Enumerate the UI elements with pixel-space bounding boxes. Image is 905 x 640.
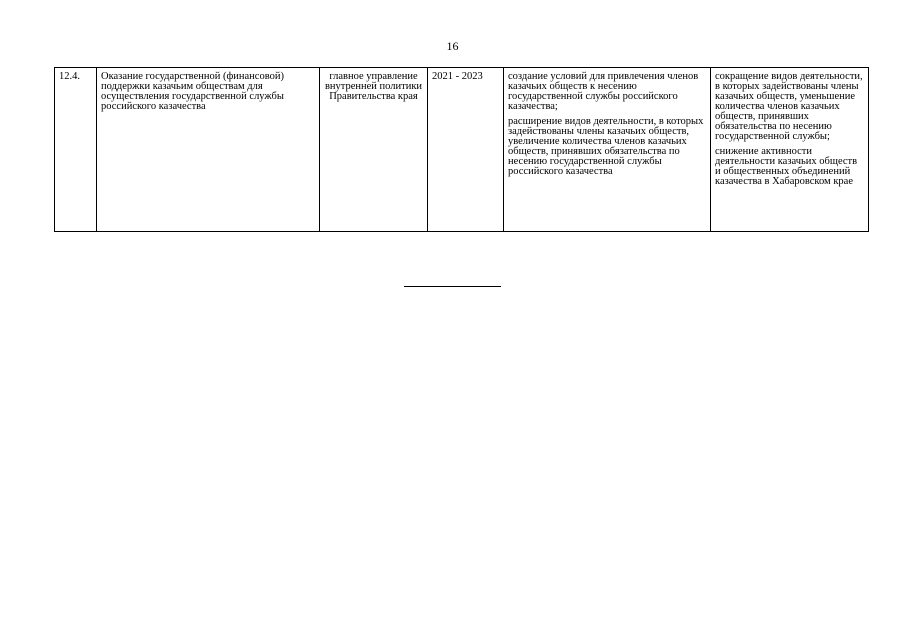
page-number: 16 — [446, 39, 459, 53]
expected-result-cell — [504, 68, 711, 232]
end-of-document-rule — [404, 286, 501, 287]
implementation-period-cell: 2021 - 2023 — [428, 68, 504, 232]
consequence-item: сокращение видов деятельности, в которых задействованы члены казачьих обществ, уменьшение количества членов казачьих обществ, принявших обязательства по несению государственной службы; — [715, 71, 863, 142]
measures-table — [54, 67, 869, 232]
row-number-cell: 12.4. — [55, 68, 97, 232]
expected-result-item: создание условий для привлечения членов казачьих обществ к несению государственной службы российского казачества; — [508, 71, 699, 112]
consequence-item: снижение активности деятельности казачьих обществ и общественных объединений казачества в Хабаровском крае — [715, 146, 858, 187]
expected-result-item: расширение видов деятельности, в которых задействованы члены казачьих обществ, увеличение количества членов казачьих обществ, принявших обязательства по несению государственной службы российского казачества — [508, 116, 704, 177]
non-implementation-consequences-cell — [711, 68, 869, 232]
measure-name-cell: Оказание государственной (финансовой) поддержки казачьим обществам для осуществления государственной службы российского казачества — [97, 68, 320, 232]
table-row — [55, 68, 869, 232]
responsible-executor-cell: главное управление внутренней политики Правительства края — [320, 68, 428, 232]
